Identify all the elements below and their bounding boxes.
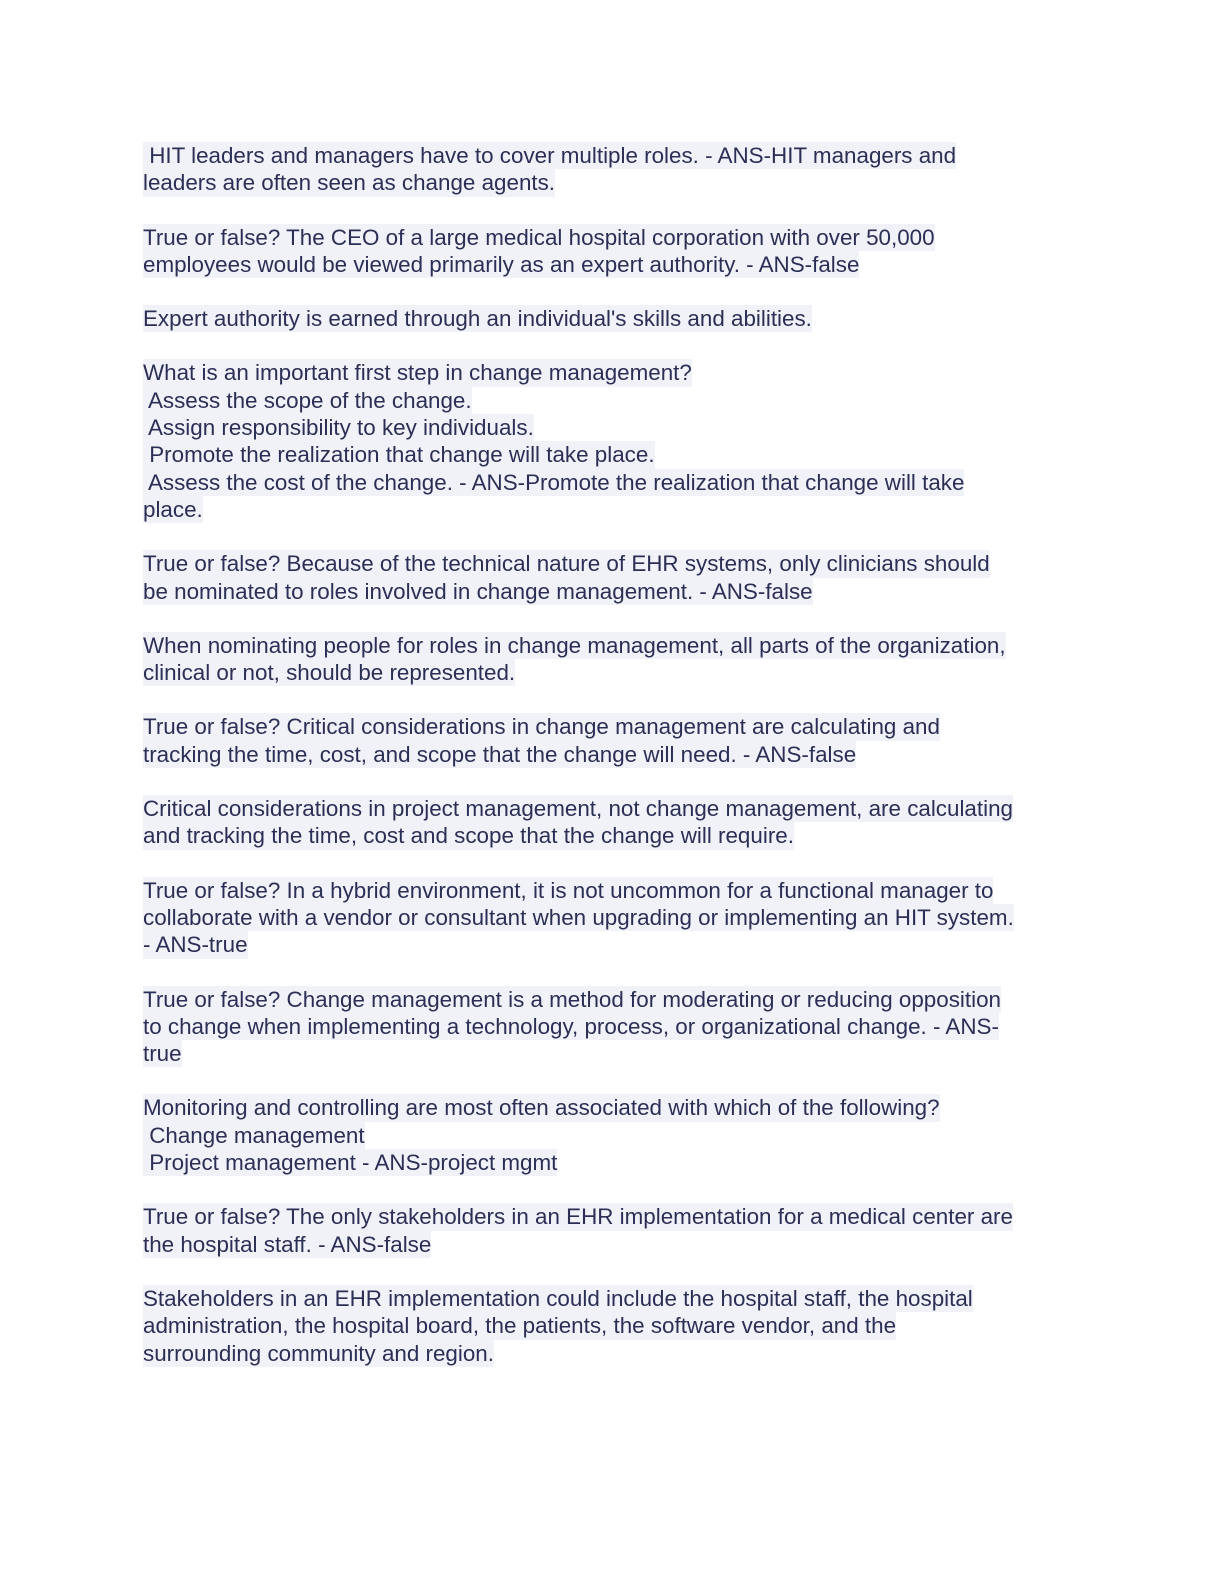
question-line: Monitoring and controlling are most often associated with which of the following? (143, 1095, 940, 1121)
text-line: clinical or not, should be represented. (143, 660, 516, 686)
qa-hybrid-environment (143, 877, 1083, 959)
text-line: to change when implementing a technology, process, or organizational change. - ANS- (143, 1013, 999, 1039)
explanation-expert-authority (143, 305, 1083, 332)
text-line: tracking the time, cost, and scope that the change will need. - ANS-false (143, 741, 857, 767)
text-line: and tracking the time, cost and scope that the change will require. (143, 823, 794, 849)
answer-option: Change management (143, 1122, 365, 1148)
text-line: - ANS-true (143, 932, 248, 958)
answer-option: Assess the scope of the change. (143, 387, 472, 413)
explanation-project-management (143, 795, 1083, 850)
text-line: Expert authority is earned through an individual's skills and abilities. (143, 306, 812, 332)
text-line: True or false? The CEO of a large medical hospital corporation with over 50,000 (143, 224, 935, 250)
explanation-stakeholders (143, 1285, 1083, 1367)
text-line: Stakeholders in an EHR implementation could include the hospital staff, the hospital (143, 1285, 973, 1311)
text-line: surrounding community and region. (143, 1340, 494, 1366)
qa-hit-leaders-roles (143, 142, 1083, 197)
qa-critical-considerations (143, 713, 1083, 768)
text-line: True or false? Change management is a method for moderating or reducing opposition (143, 986, 1001, 1012)
question-line: What is an important first step in change management? (143, 360, 692, 386)
text-line: the hospital staff. - ANS-false (143, 1231, 432, 1257)
text-line: Critical considerations in project management, not change management, are calculating (143, 796, 1013, 822)
text-line: administration, the hospital board, the patients, the software vendor, and the (143, 1313, 897, 1339)
answer-option: Assign responsibility to key individuals. (143, 415, 534, 441)
answer-option: Promote the realization that change will take place. (143, 442, 655, 468)
text-line: be nominated to roles involved in change management. - ANS-false (143, 578, 813, 604)
text-line: employees would be viewed primarily as an expert authority. - ANS-false (143, 251, 860, 277)
text-line: True or false? Because of the technical nature of EHR systems, only clinicians should (143, 551, 990, 577)
answer-option: Assess the cost of the change. - ANS-Promote the realization that change will take (143, 469, 965, 495)
text-line: True or false? In a hybrid environment, it is not uncommon for a functional manager to (143, 877, 994, 903)
document-page (143, 142, 1083, 1394)
text-line: leaders are often seen as change agents. (143, 170, 556, 196)
text-line: True or false? The only stakeholders in an EHR implementation for a medical center are (143, 1204, 1013, 1230)
text-line: When nominating people for roles in change management, all parts of the organization, (143, 632, 1006, 658)
text-line: True or false? Critical considerations in change management are calculating and (143, 714, 940, 740)
qa-monitoring-controlling (143, 1094, 1083, 1176)
answer-option: Project management - ANS-project mgmt (143, 1150, 558, 1176)
qa-clinicians-only-roles (143, 550, 1083, 605)
text-line: place. (143, 496, 203, 522)
qa-ceo-expert-authority (143, 224, 1083, 279)
text-line: true (143, 1041, 182, 1067)
qa-only-stakeholders (143, 1203, 1083, 1258)
qa-change-management-method (143, 986, 1083, 1068)
text-line: collaborate with a vendor or consultant when upgrading or implementing an HIT system. (143, 904, 1014, 930)
text-line: HIT leaders and managers have to cover multiple roles. - ANS-HIT managers and (143, 143, 957, 168)
qa-first-step-change-management (143, 359, 1083, 523)
explanation-nominating-roles (143, 632, 1083, 687)
